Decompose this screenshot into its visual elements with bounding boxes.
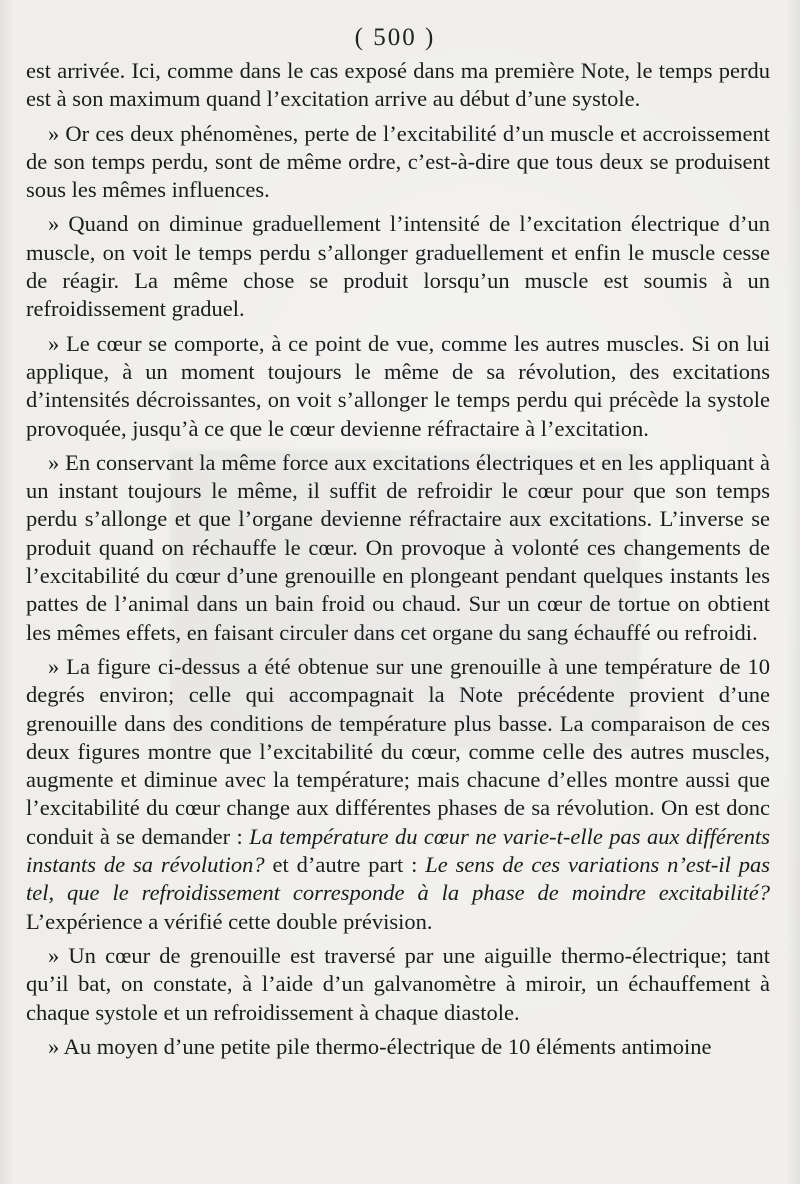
text-run: » Quand on diminue graduellement l’intensité de l’excitation électrique d’un muscle, on voit le temps perdu s’allonger graduellement et enfin le muscle cesse de réagir. La même chose se produit lorsqu’un muscle est soumis à un refroidissement graduel. xyxy=(26,211,770,322)
paragraph xyxy=(26,330,770,443)
text-run: » Le cœur se comporte, à ce point de vue, comme les autres muscles. Si on lui applique, à un moment toujours le même de sa révolution, des excitations d’intensités décroissantes, on voit s’allonger le temps perdu qui précède la systole provoquée, jusqu’à ce que le cœur devienne réfractaire à l’excitation. xyxy=(26,330,770,441)
italic-question: La température du cœur ne varie-t-elle pas aux différents instants de sa révolution? xyxy=(26,823,770,878)
text-run: L’expérience a vérifié cette double prévision. xyxy=(26,908,433,934)
paragraph xyxy=(26,57,770,114)
text-run: » Un cœur de grenouille est traversé par une aiguille thermo-électrique; tant qu’il bat, on constate, à l’aide d’un galvanomètre à miroir, un échauffement à chaque systole et un refroidissement à chaque diastole. xyxy=(26,942,770,1025)
paragraph xyxy=(26,449,770,647)
paragraph xyxy=(26,120,770,205)
text-run: » En conservant la même force aux excitations électriques et en les appliquant à un instant toujours le même, il suffit de refroidir le cœur pour que son temps perdu s’allonge et que l’organe devienne réfractaire aux excitations. L’inverse se produit quand on réchauffe le cœur. On provoque à volonté ces changements de l’excitabilité du cœur d’une grenouille en plongeant pendant quelques instants les pattes de l’animal dans un bain froid ou chaud. Sur un cœur de tortue on obtient les mêmes effets, en faisant circuler dans cet organe du sang échauffé ou refroidi. xyxy=(26,449,770,645)
body-text xyxy=(26,57,770,1067)
paragraph xyxy=(26,942,770,1027)
text-run: est arrivée. Ici, comme dans le cas exposé dans ma première Note, le temps perdu est à son maximum quand l’excitation arrive au début d’une systole. xyxy=(26,58,770,112)
paragraph xyxy=(26,653,770,936)
text-run: » Au moyen d’une petite pile thermo-électrique de 10 éléments antimoine xyxy=(48,1033,712,1059)
text-run: et d’autre part : xyxy=(264,852,426,878)
italic-question: Le sens de ces variations n’est-il pas tel, que le refroidissement corresponde à la phase de moindre excitabilité? xyxy=(26,852,770,906)
paragraph xyxy=(26,1033,770,1061)
text-run: » La figure ci-dessus a été obtenue sur une grenouille à une température de 10 degrés environ; celle qui accompagnait la Note précédente provient d’une grenouille dans des conditions de température plus basse. La comparaison de ces deux figures montre que l’excitabilité du cœur, comme celle des autres muscles, augmente et diminue avec la température; mais chacune d’elles montre aussi que l’excitabilité du cœur change aux différentes phases de sa révolution. On est donc conduit à se demander : xyxy=(26,653,770,849)
text-run: » Or ces deux phénomènes, perte de l’excitabilité d’un muscle et accroissement de son temps perdu, sont de même ordre, c’est-à-dire que tous deux se produisent sous les mêmes influences. xyxy=(26,120,770,203)
paragraph xyxy=(26,210,770,323)
page-number: ( 500 ) xyxy=(354,24,436,51)
